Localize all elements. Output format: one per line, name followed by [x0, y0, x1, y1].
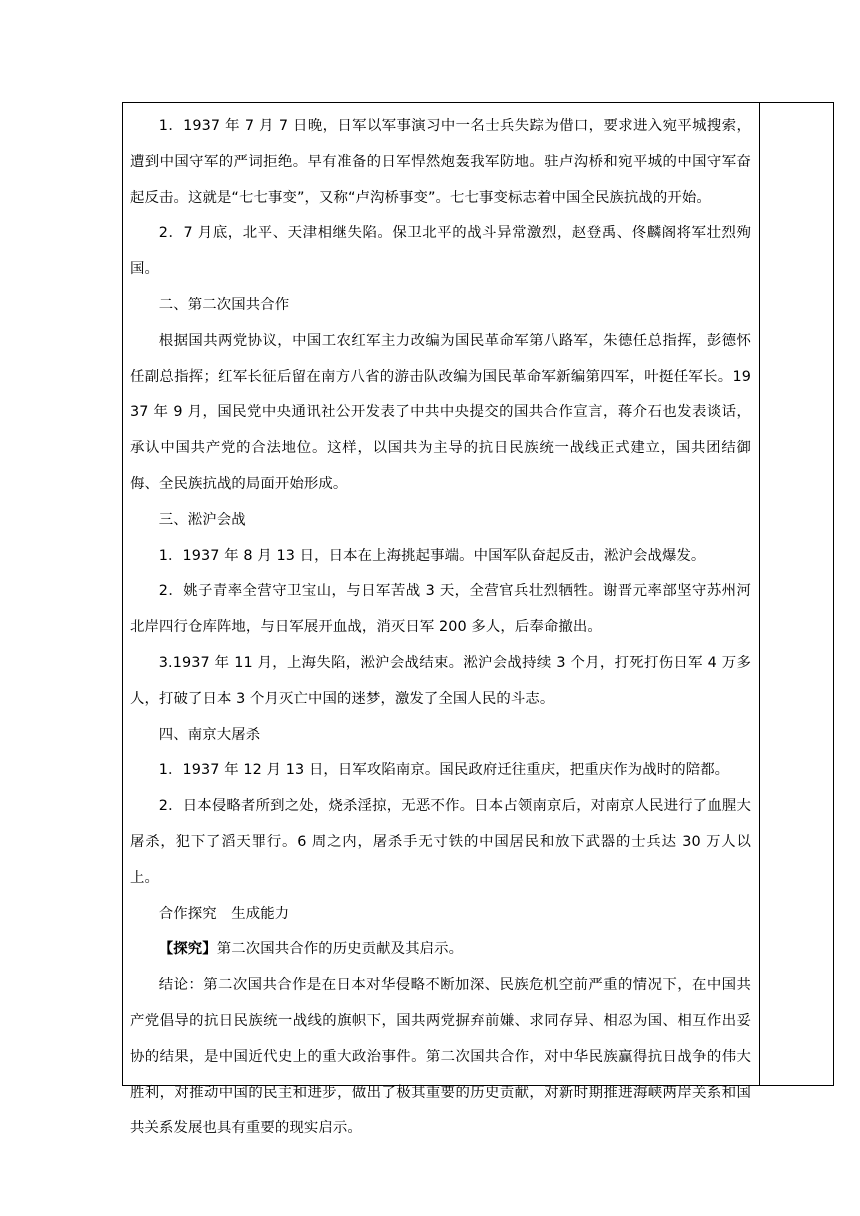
- lesson-table: [122, 102, 834, 1137]
- paragraph-conclusion: 结论：第二次国共合作是在日本对华侵略不断加深、民族危机空前严重的情况下，在中国共产党倡导的抗日民族统一战线的旗帜下，国共两党摒弃前嫌、求同存异、相忍为国、相互作出妥协的结果，是中国近代史上的重大政治事件。第二次国共合作，对中华民族赢得抗日战争的伟大胜利，对推动中国的民主和进步，做出了极其重要的历史贡献，对新时期推进海峡两岸关系和国共关系发展也具有重要的现实启示。: [130, 977, 751, 1137]
- section-heading-second-cooperation: 二、第二次国共合作: [158, 296, 290, 313]
- paragraph-nanjing-massacre: 2．日本侵略者所到之处，烧杀淫掠，无恶不作。日本占领南京后，对南京人民进行了血腥大屠杀，犯下了滔天罪行。6 周之内，屠杀手无寸铁的中国居民和放下武器的士兵达 30 万人以上。: [130, 798, 751, 886]
- paragraph-songhu-end: 3.1937 年 11 月，上海失陷，淞沪会战结束。淞沪会战持续 3 个月，打死打伤日军 4 万多人，打破了日本 3 个月灭亡中国的迷梦，激发了全国人民的斗志。: [130, 654, 751, 707]
- section-heading-nanjing: 四、南京大屠杀: [158, 726, 261, 743]
- paragraph-songhu-heroes: 2．姚子青率全营守卫宝山，与日军苦战 3 天，全营官兵壮烈牺牲。谢晋元率部坚守苏州河北岸四行仓库阵地，与日军展开血战，消灭日军 200 多人，后奉命撤出。: [130, 583, 751, 636]
- paragraph-explore-question: [130, 932, 751, 968]
- section-heading-cooperative-inquiry: 合作探究 生成能力: [158, 905, 290, 922]
- section-heading-songhu: 三、淞沪会战: [158, 511, 246, 528]
- notes-cell: [760, 103, 833, 1085]
- explore-label: 【探究】: [158, 941, 217, 958]
- paragraph-nanjing-fall: 1．1937 年 12 月 13 日，日军攻陷南京。国民政府迁往重庆，把重庆作为战时的陪都。: [158, 762, 730, 779]
- paragraph-marco-polo-incident: 1．1937 年 7 月 7 日晚，日军以军事演习中一名士兵失踪为借口，要求进入宛平城搜索，遭到中国守军的严词拒绝。早有准备的日军悍然炮轰我军防地。驻卢沟桥和宛平城的中国守军奋起反击。这就是“七七事变”，又称“卢沟桥事变”。七七事变标志着中国全民族抗战的开始。: [130, 118, 751, 206]
- content-cell: [123, 103, 759, 1137]
- paragraph-cooperation-details: 根据国共两党协议，中国工农红军主力改编为国民革命军第八路军，朱德任总指挥，彭德怀任副总指挥；红军长征后留在南方八省的游击队改编为国民革命军新编第四军，叶挺任军长。1937 年 9 月，国民党中央通讯社公开发表了中共中央提交的国共合作宣言，蒋介石也发表谈话，承认中国共产党的合法地位。这样，以国共为主导的抗日民族统一战线正式建立，国共团结御侮、全民族抗战的局面开始形成。: [130, 332, 751, 492]
- explore-text: 第二次国共合作的历史贡献及其启示。: [216, 941, 464, 958]
- paragraph-beiping-tianjin-fall: 2．7 月底，北平、天津相继失陷。保卫北平的战斗异常激烈，赵登禹、佟麟阁将军壮烈殉国。: [130, 225, 751, 278]
- paragraph-songhu-start: 1．1937 年 8 月 13 日，日本在上海挑起事端。中国军队奋起反击，淞沪会战爆发。: [158, 547, 706, 564]
